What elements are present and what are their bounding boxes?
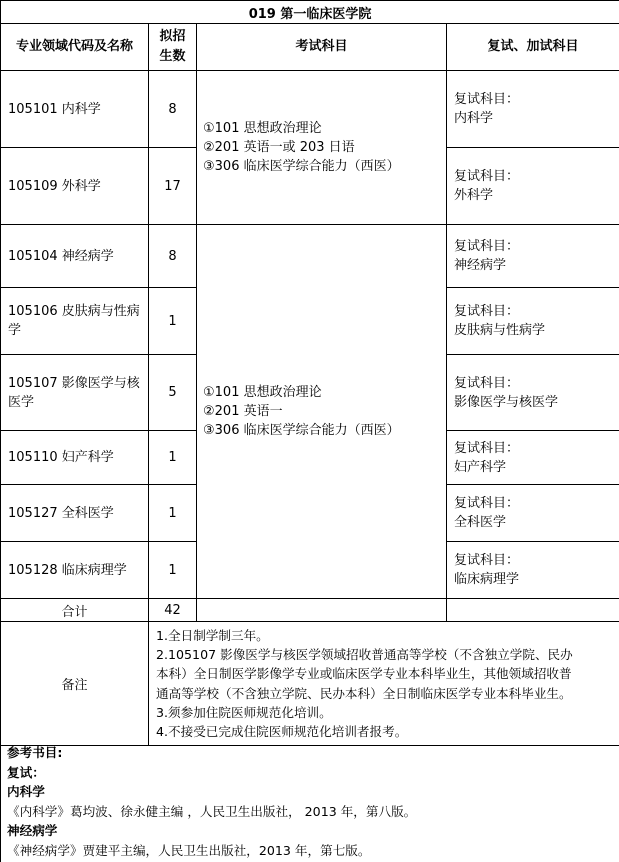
- retest-cell: [447, 355, 619, 431]
- retest-label: 复试科目：: [454, 496, 520, 511]
- exam-line: ①101 思想政治理论: [203, 121, 322, 136]
- retest-cell: [447, 485, 619, 542]
- major-cell: 105110 妇产科学: [1, 431, 149, 485]
- reference-subject: 神经病学: [7, 823, 58, 839]
- retest-subject: 皮肤病与性病学: [454, 323, 546, 338]
- quota-cell: 1: [149, 542, 197, 599]
- quota-cell: 1: [149, 431, 197, 485]
- retest-subject: 外科学: [454, 188, 494, 203]
- table-row: [1, 225, 619, 288]
- retest-label: 复试科目：: [454, 92, 520, 107]
- note-line: 3.须参加住院医师规范化培训。: [156, 704, 332, 720]
- total-value: 42: [149, 599, 197, 622]
- major-cell: 105107 影像医学与核医学: [1, 355, 149, 431]
- retest-cell: [447, 71, 619, 148]
- retest-label: 复试科目：: [454, 304, 520, 319]
- header-exam: 考试科目: [197, 24, 447, 71]
- retest-cell: [447, 148, 619, 225]
- major-cell: 105104 神经病学: [1, 225, 149, 288]
- table-title: 019 第一临床医学院: [1, 1, 619, 24]
- header-quota-line1: 拟招: [159, 29, 186, 44]
- retest-heading: 复试：: [7, 764, 45, 780]
- notes-cell: [149, 622, 619, 746]
- references-section: [0, 743, 619, 862]
- note-line: 4.不接受已完成住院医师规范化培训者报考。: [156, 724, 408, 740]
- total-empty-exam: [197, 599, 447, 622]
- reference-book: 《内科学》葛均波、徐永健主编 ，人民卫生出版社， 2013 年，第八版。: [7, 803, 417, 819]
- quota-cell: 5: [149, 355, 197, 431]
- retest-label: 复试科目：: [454, 440, 520, 456]
- header-quota: [149, 24, 197, 71]
- major-cell: 105109 外科学: [1, 148, 149, 225]
- header-retest: 复试、加试科目: [447, 24, 619, 71]
- retest-cell: [447, 542, 619, 599]
- retest-subject: 临床病理学: [454, 572, 520, 587]
- quota-cell: 17: [149, 148, 197, 225]
- retest-cell: [447, 288, 619, 355]
- retest-label: 复试科目：: [454, 553, 520, 568]
- retest-subject: 影像医学与核医学: [454, 394, 559, 410]
- reference-subject: 内科学: [7, 784, 45, 800]
- references-heading: 参考书目:: [7, 745, 63, 760]
- note-line: 通高等学校（不含独立学院、民办本科）全日制临床医学专业本科毕业生。: [156, 685, 572, 701]
- retest-subject: 全科医学: [454, 515, 507, 530]
- retest-label: 复试科目：: [454, 239, 520, 254]
- major-cell: 105128 临床病理学: [1, 542, 149, 599]
- header-quota-line2: 生数: [159, 49, 186, 64]
- major-cell: 105101 内科学: [1, 71, 149, 148]
- retest-cell: [447, 225, 619, 288]
- reference-book: 《神经病学》贾建平主编，人民卫生出版社，2013 年，第七版。: [7, 842, 371, 858]
- notes-label: 备注: [1, 622, 149, 746]
- note-line: 本科）全日制医学影像学专业或临床医学专业本科毕业生，其他领域招收普: [156, 666, 572, 682]
- table-row: [1, 71, 619, 148]
- retest-subject: 内科学: [454, 111, 494, 126]
- notes-row: [1, 622, 619, 746]
- quota-cell: 1: [149, 288, 197, 355]
- note-line: 2.105107 影像医学与核医学领域招收普通高等学校（不含独立学院、民办: [156, 647, 573, 663]
- exam-subjects-group-2: [197, 225, 447, 599]
- exam-line: ①101 思想政治理论: [203, 385, 322, 400]
- retest-subject: 神经病学: [454, 258, 507, 273]
- retest-label: 复试科目：: [454, 375, 520, 391]
- major-cell: 105106 皮肤病与性病学: [1, 288, 149, 355]
- quota-cell: 8: [149, 225, 197, 288]
- retest-label: 复试科目：: [454, 169, 520, 184]
- note-line: 1.全日制学制三年。: [156, 628, 269, 643]
- retest-subject: 妇产科学: [454, 459, 507, 475]
- total-label: 合计: [1, 599, 149, 622]
- exam-line: ②201 英语一或 203 日语: [203, 140, 355, 155]
- exam-line: ②201 英语一: [203, 404, 283, 419]
- total-empty-retest: [447, 599, 619, 622]
- header-major: 专业领域代码及名称: [1, 24, 149, 71]
- retest-cell: [447, 431, 619, 485]
- exam-line: ③306 临床医学综合能力（西医）: [203, 423, 400, 438]
- major-cell: 105127 全科医学: [1, 485, 149, 542]
- quota-cell: 1: [149, 485, 197, 542]
- total-row: [1, 599, 619, 622]
- quota-cell: 8: [149, 71, 197, 148]
- exam-subjects-group-1: [197, 71, 447, 225]
- exam-line: ③306 临床医学综合能力（西医）: [203, 159, 400, 174]
